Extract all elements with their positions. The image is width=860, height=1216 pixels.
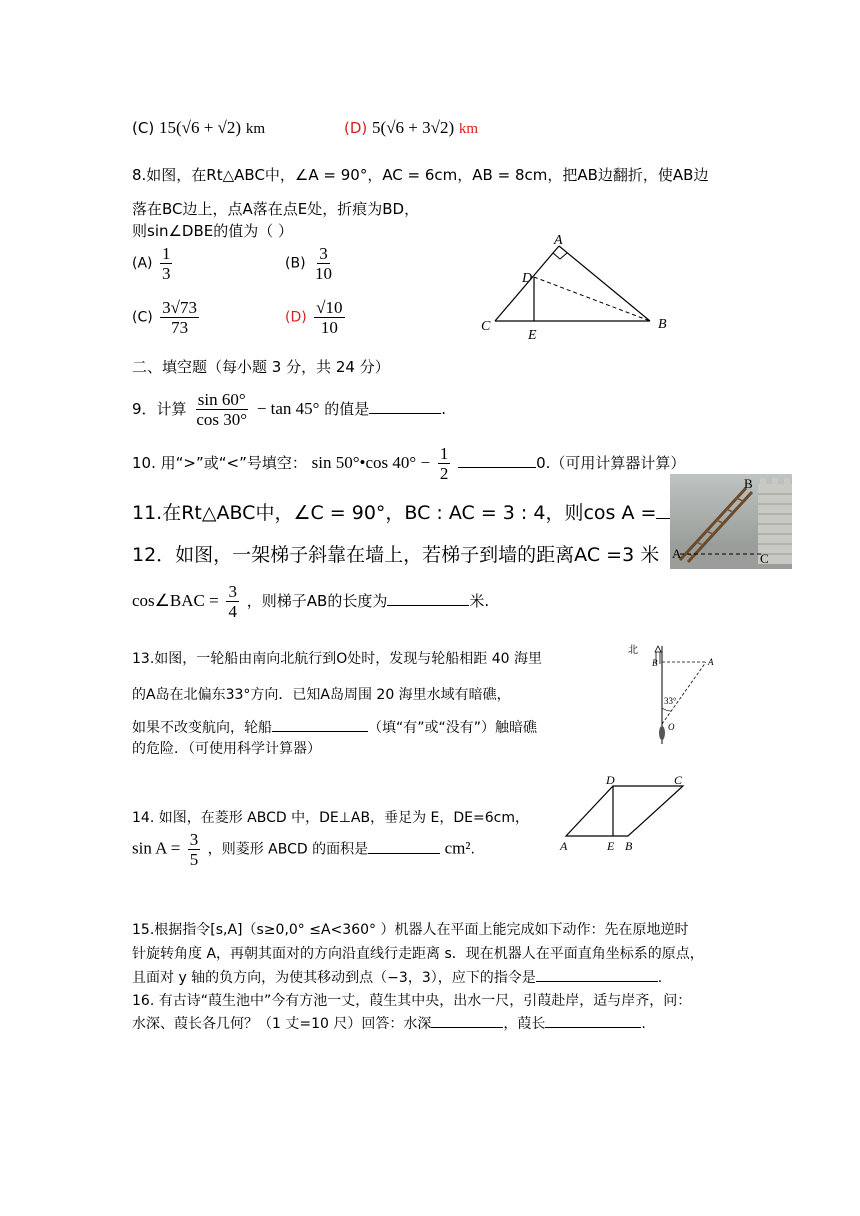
q8-option-a-label: (A) bbox=[132, 255, 153, 272]
q16-line-2 bbox=[132, 1013, 646, 1033]
q8-fig-label-c: C bbox=[481, 319, 491, 334]
q14-expr: sin A = bbox=[132, 838, 181, 858]
q14-line-1: 14. 如图，在菱形 ABCD 中，DE⊥AB，垂足为 E，DE=6cm， bbox=[132, 810, 530, 826]
q8-line-2: 落在BC边上，点A落在点E处，折痕为BD， bbox=[132, 200, 420, 218]
q10-expr: sin 50°•cos 40° − bbox=[311, 453, 431, 472]
q15-answer-blank[interactable] bbox=[536, 980, 658, 982]
q11 bbox=[132, 498, 736, 525]
q15-line-3-text: 且面对 y 轴的负方向，为使其移动到点（−3，3），应下的指令是 bbox=[132, 970, 536, 986]
q7-option-d-expr: 5(√6 + 3√2) bbox=[372, 118, 455, 137]
q12-num: 3 bbox=[228, 582, 237, 601]
q7-option-c-label: (C) bbox=[132, 119, 155, 137]
q7-option-c-unit: km bbox=[245, 121, 265, 137]
q7-option-c bbox=[132, 118, 265, 138]
q8-option-c-den: 73 bbox=[171, 318, 189, 337]
q12-photo-label-b: B bbox=[744, 476, 753, 491]
q8-fig-label-e: E bbox=[528, 328, 537, 343]
q12-photo-label-a: A bbox=[672, 546, 682, 561]
q8-option-c-label: (C) bbox=[132, 309, 153, 326]
q13-line-1: 13.如图，一轮船由南向北航行到O处时，发现与轮船相距 40 海里 bbox=[132, 651, 542, 667]
q14-answer-blank[interactable] bbox=[368, 852, 440, 854]
q13-line-3 bbox=[132, 717, 537, 737]
q15-line-1: 15.根据指令[s,A]（s≥0,0° ≤A<360° ）机器人在平面上能完成如下动作：先在原地逆时 bbox=[132, 922, 689, 938]
q15-line-2: 针旋转角度 A，再朝其面对的方向沿直线行走距离 s．现在机器人在平面直角坐标系的原点， bbox=[132, 946, 704, 962]
q12-photo-label-c: C bbox=[760, 551, 769, 566]
q7-option-d bbox=[344, 118, 478, 138]
q10-prefix: 10. 用“>”或“<”号填空： bbox=[132, 454, 307, 472]
q8-option-c-num: 3√73 bbox=[162, 298, 197, 317]
q8-triangle-figure bbox=[475, 232, 675, 347]
q12-suffix: ，则梯子AB的长度为 bbox=[246, 592, 388, 610]
q9-den: cos 30° bbox=[196, 410, 248, 429]
q9-end: . bbox=[441, 400, 447, 418]
q16-reed-length-blank[interactable] bbox=[545, 1026, 641, 1028]
q7-option-d-label: (D) bbox=[344, 119, 368, 137]
q16-line-2a: 水深、葭长各几何？（1 丈=10 尺）回答：水深 bbox=[132, 1016, 432, 1032]
q8-line-1: 8.如图，在Rt△ABC中，∠A = 90°，AC = 6cm，AB = 8cm，把AB边翻折，使AB边 bbox=[132, 166, 709, 184]
q8-option-a-num: 1 bbox=[161, 244, 171, 263]
q16-line-2b: ，葭长 bbox=[503, 1016, 546, 1032]
q16-end: . bbox=[641, 1016, 646, 1032]
q14-fig-label-e: E bbox=[607, 839, 615, 853]
q12-expr: cos∠BAC = bbox=[132, 591, 219, 610]
q8-option-b bbox=[285, 244, 337, 283]
q8-option-b-label: (B) bbox=[285, 255, 306, 272]
q7-option-c-expr: 15(√6 + √2) bbox=[158, 118, 242, 137]
q10 bbox=[132, 444, 685, 483]
q13-fig-north: 北 bbox=[628, 645, 638, 656]
section-2-heading: 二、填空题（每小题 3 分，共 24 分） bbox=[132, 358, 390, 376]
q12-line-2 bbox=[132, 582, 489, 621]
q10-den: 2 bbox=[439, 464, 449, 483]
q8-option-b-den: 10 bbox=[314, 264, 332, 283]
q12-end: 米. bbox=[469, 592, 490, 610]
q14-fig-label-b: B bbox=[625, 839, 633, 853]
q9-num: sin 60° bbox=[197, 390, 246, 409]
q12-den: 4 bbox=[228, 602, 237, 621]
q14-num: 3 bbox=[189, 830, 199, 849]
q8-fig-label-d: D bbox=[522, 271, 533, 286]
q8-option-d-den: 10 bbox=[320, 318, 338, 337]
q15-end: . bbox=[657, 970, 663, 986]
q10-num: 1 bbox=[439, 444, 449, 463]
q12-ladder-photo bbox=[670, 474, 792, 569]
q13-line-2: 的A岛在北偏东33°方向．已知A岛周围 20 海里水域有暗礁， bbox=[132, 687, 511, 703]
q7-option-d-unit: km bbox=[458, 121, 479, 137]
q9-suffix: 的值是 bbox=[324, 400, 370, 418]
q8-option-a bbox=[132, 244, 175, 283]
q8-fig-label-a: A bbox=[554, 233, 563, 248]
q12-answer-blank[interactable] bbox=[387, 604, 469, 606]
q14-suffix: ，则菱形 ABCD 的面积是 bbox=[207, 841, 369, 858]
q8-option-d bbox=[285, 298, 348, 337]
q14-fig-label-d: D bbox=[606, 773, 615, 787]
q14-rhombus-figure bbox=[556, 772, 696, 854]
q13-fig-label-b: B bbox=[652, 658, 658, 668]
q14-unit: cm² bbox=[444, 838, 471, 858]
q8-option-b-num: 3 bbox=[319, 244, 328, 263]
q11-text: 11.在Rt△ABC中，∠C = 90°，BC : AC = 3 : 4，则cos A = bbox=[132, 502, 657, 524]
q14-fig-label-c: C bbox=[674, 773, 683, 787]
q8-option-d-num: √10 bbox=[316, 298, 343, 317]
q16-line-1: 16. 有古诗“葭生池中”今有方池一丈，葭生其中央，出水一尺，引葭赴岸，适与岸齐，问： bbox=[132, 993, 692, 1009]
q9 bbox=[132, 390, 446, 429]
q14-end: . bbox=[470, 841, 475, 858]
q13-line-3a: 如果不改变航向，轮船 bbox=[132, 720, 272, 736]
q12-line-1: 12．如图，一架梯子斜靠在墙上，若梯子到墙的距离AC =3 米 bbox=[132, 544, 660, 566]
q14-fig-label-a: A bbox=[560, 839, 568, 853]
q10-suffix: 0.（可用计算器计算） bbox=[536, 454, 686, 472]
q13-answer-blank[interactable] bbox=[272, 730, 368, 732]
q16-water-depth-blank[interactable] bbox=[431, 1026, 503, 1028]
q13-line-4: 的危险．（可使用科学计算器） bbox=[132, 741, 321, 757]
q9-answer-blank[interactable] bbox=[369, 412, 441, 414]
q14-den: 5 bbox=[189, 850, 199, 869]
q13-navigation-figure bbox=[622, 640, 732, 752]
q9-prefix: 9．计算 bbox=[132, 400, 187, 418]
q13-fig-label-a: A bbox=[708, 657, 714, 667]
q13-line-3b: （填“有”或“没有”）触暗礁 bbox=[368, 720, 538, 736]
q8-option-d-label: (D) bbox=[285, 309, 307, 326]
q13-fig-label-o: O bbox=[668, 722, 675, 732]
q15-line-3 bbox=[132, 967, 662, 987]
q10-answer-blank[interactable] bbox=[458, 466, 536, 468]
q8-option-a-den: 3 bbox=[161, 264, 171, 283]
q8-fig-label-b: B bbox=[658, 317, 667, 332]
q8-line-3: 则sin∠DBE的值为（ ） bbox=[132, 222, 294, 240]
q13-fig-angle: 33° bbox=[664, 696, 677, 706]
q8-option-c bbox=[132, 298, 202, 337]
q9-mid: − tan 45° bbox=[256, 399, 320, 418]
q14-line-2 bbox=[132, 830, 475, 869]
